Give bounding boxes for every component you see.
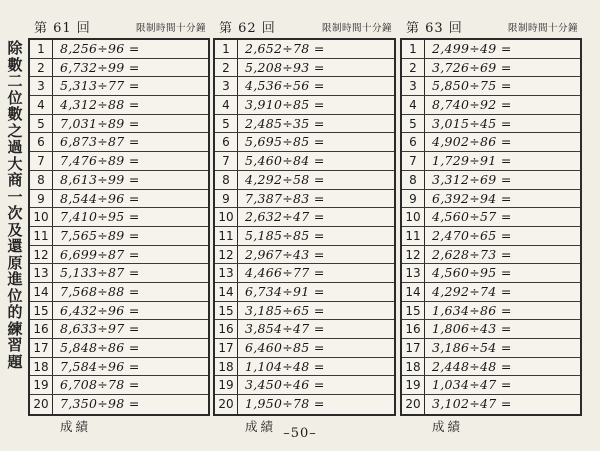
row-number: 18: [215, 358, 238, 376]
division-problem: 7,410÷95 =: [60, 209, 140, 225]
division-problem: 5,208÷93 =: [245, 59, 325, 75]
division-problem: 5,460÷84 =: [245, 153, 325, 169]
division-problem: 3,186÷54 =: [432, 340, 512, 355]
table-row: [30, 264, 208, 283]
caption-char: 及: [7, 220, 23, 239]
row-number: 9: [215, 190, 238, 208]
division-problem: 2,628÷73 =: [432, 246, 512, 262]
division-problem: 4,560÷57 =: [432, 209, 512, 225]
division-problem: 6,873÷87 =: [60, 134, 140, 150]
table-row: [215, 115, 394, 134]
table-row: [402, 246, 580, 265]
table-row: [402, 40, 580, 59]
row-number: 2: [215, 59, 238, 77]
round-61-block: [28, 14, 210, 434]
table-row: [215, 339, 394, 358]
caption-char: 習: [7, 336, 23, 354]
division-problem: 1,034÷47 =: [432, 377, 512, 393]
division-problem: 4,312÷88 =: [60, 97, 140, 113]
row-number: 20: [402, 395, 425, 414]
table-row: [215, 302, 394, 321]
row-number: 5: [215, 115, 238, 133]
row-number: 1: [30, 40, 53, 58]
table-row: [215, 77, 394, 96]
division-problem: 2,448÷48 =: [432, 358, 512, 374]
table-row: [215, 358, 394, 377]
row-number: 17: [215, 339, 238, 357]
caption-char: 數: [7, 55, 23, 74]
table-row: [30, 40, 208, 59]
row-number: 10: [402, 208, 425, 226]
division-problem: 8,740÷92 =: [432, 97, 512, 113]
division-problem: 6,392÷94 =: [432, 190, 512, 206]
caption-char: 數: [7, 105, 23, 123]
division-problem: 8,613÷99 =: [60, 171, 140, 187]
row-number: 3: [402, 77, 425, 95]
table-row: [30, 358, 208, 377]
row-number: 13: [215, 264, 238, 282]
table-row: [30, 283, 208, 302]
division-problem: 3,450÷46 =: [245, 377, 325, 393]
row-number: 13: [30, 264, 53, 282]
division-problem: 4,536÷56 =: [245, 78, 325, 94]
caption-char: 位: [7, 88, 23, 107]
row-number: 4: [30, 96, 53, 114]
division-problem: 5,848÷86 =: [60, 340, 140, 355]
row-number: 14: [402, 283, 425, 301]
division-problem: 4,466÷77 =: [245, 265, 325, 281]
score-label: 成績: [432, 419, 464, 434]
row-number: 12: [215, 246, 238, 264]
time-limit: 限制時間十分鐘: [135, 23, 206, 34]
division-problem: 4,292÷58 =: [245, 171, 325, 187]
division-problem: 7,350÷98 =: [60, 396, 140, 412]
division-problem: 7,568÷88 =: [60, 283, 140, 299]
table-row: [30, 96, 208, 115]
caption-char: 位: [7, 286, 23, 305]
row-number: 6: [402, 133, 425, 151]
division-problem: 3,015÷45 =: [432, 115, 512, 131]
row-number: 3: [30, 77, 53, 95]
table-row: [402, 115, 580, 134]
division-problem: 7,476÷89 =: [60, 153, 140, 169]
table-row: [402, 152, 580, 171]
table-row: [30, 59, 208, 78]
table-row: [402, 358, 580, 377]
side-caption: [6, 40, 24, 370]
division-problem: 8,633÷97 =: [60, 321, 140, 337]
table-row: [215, 133, 394, 152]
row-number: 6: [30, 133, 53, 151]
table-row: [215, 227, 394, 246]
division-problem: 6,432÷96 =: [60, 302, 140, 318]
time-limit: 限制時間十分鐘: [321, 23, 392, 34]
division-problem: 1,634÷86 =: [432, 302, 512, 318]
row-number: 11: [215, 227, 238, 245]
row-number: 2: [30, 59, 53, 77]
row-number: 15: [30, 302, 53, 320]
division-problem: 2,967÷43 =: [245, 246, 325, 262]
row-number: 6: [215, 133, 238, 151]
table-row: [215, 190, 394, 209]
table-row: [402, 339, 580, 358]
caption-char: 練: [7, 319, 23, 338]
row-number: 14: [30, 283, 53, 301]
table-row: [215, 40, 394, 59]
caption-char: 一: [7, 187, 23, 206]
division-problem: 2,632÷47 =: [245, 209, 325, 225]
table-row: [402, 190, 580, 209]
table-row: [30, 246, 208, 265]
table-row: [402, 264, 580, 283]
division-problem: 6,699÷87 =: [60, 246, 140, 262]
row-number: 13: [402, 264, 425, 282]
table-row: [30, 77, 208, 96]
table-row: [215, 283, 394, 302]
row-number: 19: [30, 376, 53, 394]
caption-char: 過: [7, 138, 23, 156]
round-title: 第 63 回: [406, 21, 463, 36]
block-header: [28, 14, 210, 38]
row-number: 3: [215, 77, 238, 95]
division-problem: 2,499÷49 =: [432, 41, 512, 56]
page-number: –50–: [283, 426, 317, 441]
row-number: 15: [402, 302, 425, 320]
division-problem: 5,133÷87 =: [60, 265, 140, 281]
table-row: [30, 395, 208, 414]
table-row: [402, 376, 580, 395]
row-number: 7: [30, 152, 53, 170]
row-number: 18: [402, 358, 425, 376]
table-row: [215, 264, 394, 283]
division-problem: 7,584÷96 =: [60, 358, 140, 374]
time-limit: 限制時間十分鐘: [507, 23, 578, 34]
table-row: [402, 59, 580, 78]
table-row: [30, 133, 208, 152]
table-row: [402, 171, 580, 190]
division-problem: 6,732÷99 =: [60, 59, 140, 75]
division-problem: 8,544÷96 =: [60, 190, 140, 206]
row-number: 19: [215, 376, 238, 394]
division-problem: 2,485÷35 =: [245, 115, 325, 131]
division-problem: 3,726÷69 =: [432, 59, 512, 75]
division-problem: 2,652÷78 =: [245, 41, 325, 56]
row-number: 10: [215, 208, 238, 226]
division-problem: 4,902÷86 =: [432, 134, 512, 150]
round-63-block: [400, 14, 582, 434]
table-row: [215, 395, 394, 414]
caption-char: 還: [7, 237, 23, 255]
caption-char: 題: [7, 352, 23, 371]
division-problem: 1,104÷48 =: [245, 358, 325, 374]
block-header: [400, 14, 582, 38]
table-row: [215, 96, 394, 115]
caption-char: 除: [7, 39, 23, 57]
row-number: 16: [215, 320, 238, 338]
table-row: [402, 395, 580, 414]
row-number: 4: [402, 96, 425, 114]
table-row: [215, 152, 394, 171]
division-problem: 3,854÷47 =: [245, 321, 325, 337]
row-number: 19: [402, 376, 425, 394]
row-number: 7: [215, 152, 238, 170]
division-problem: 5,185÷85 =: [245, 227, 325, 243]
block-header: [213, 14, 396, 38]
round-title: 第 61 回: [34, 21, 91, 36]
division-problem: 5,695÷85 =: [245, 134, 325, 150]
table-row: [30, 208, 208, 227]
table-row: [215, 376, 394, 395]
caption-char: 大: [7, 154, 23, 173]
row-number: 14: [215, 283, 238, 301]
table-row: [30, 227, 208, 246]
division-problem: 2,470÷65 =: [432, 227, 512, 243]
table-row: [402, 77, 580, 96]
problem-table: [400, 38, 582, 416]
table-row: [402, 283, 580, 302]
table-row: [30, 320, 208, 339]
division-problem: 8,256÷96 =: [60, 41, 140, 56]
round-62-block: [213, 14, 396, 434]
score-label: 成績: [60, 419, 92, 434]
row-number: 5: [30, 115, 53, 133]
division-problem: 5,850÷75 =: [432, 78, 512, 94]
row-number: 20: [215, 395, 238, 414]
row-number: 16: [402, 320, 425, 338]
table-row: [402, 320, 580, 339]
problem-table: [28, 38, 210, 416]
division-problem: 7,565÷89 =: [60, 227, 140, 243]
table-row: [30, 115, 208, 134]
division-problem: 6,734÷91 =: [245, 283, 325, 299]
table-row: [215, 246, 394, 265]
table-row: [402, 302, 580, 321]
table-row: [30, 190, 208, 209]
row-number: 7: [402, 152, 425, 170]
table-row: [402, 227, 580, 246]
table-row: [402, 96, 580, 115]
caption-char: 次: [7, 204, 23, 222]
division-problem: 1,806÷43 =: [432, 321, 512, 337]
row-number: 15: [215, 302, 238, 320]
caption-char: 原: [7, 253, 23, 272]
row-number: 8: [215, 171, 238, 189]
table-row: [402, 133, 580, 152]
caption-char: 的: [7, 303, 23, 321]
division-problem: 3,102÷47 =: [432, 396, 512, 412]
row-number: 4: [215, 96, 238, 114]
division-problem: 7,031÷89 =: [60, 115, 140, 131]
row-number: 12: [402, 246, 425, 264]
table-row: [402, 208, 580, 227]
table-row: [30, 339, 208, 358]
table-row: [30, 376, 208, 395]
row-number: 9: [402, 190, 425, 208]
row-number: 17: [30, 339, 53, 357]
division-problem: 1,729÷91 =: [432, 153, 512, 169]
row-number: 18: [30, 358, 53, 376]
row-number: 2: [402, 59, 425, 77]
row-number: 17: [402, 339, 425, 357]
row-number: 5: [402, 115, 425, 133]
caption-char: 進: [7, 270, 23, 288]
caption-char: 二: [7, 72, 23, 90]
division-problem: 3,910÷85 =: [245, 97, 325, 113]
table-row: [30, 171, 208, 190]
round-title: 第 62 回: [219, 21, 276, 36]
row-number: 8: [30, 171, 53, 189]
division-problem: 4,560÷95 =: [432, 265, 512, 281]
row-number: 1: [215, 40, 238, 58]
division-problem: 6,460÷85 =: [245, 340, 325, 355]
division-problem: 1,950÷78 =: [245, 396, 325, 412]
problem-table: [213, 38, 396, 416]
division-problem: 4,292÷74 =: [432, 283, 512, 299]
score-label: 成績: [245, 419, 277, 434]
row-number: 9: [30, 190, 53, 208]
row-number: 20: [30, 395, 53, 414]
row-number: 11: [402, 227, 425, 245]
table-row: [30, 152, 208, 171]
division-problem: 6,708÷78 =: [60, 377, 140, 393]
table-row: [30, 302, 208, 321]
caption-char: 之: [7, 121, 23, 140]
table-row: [215, 59, 394, 78]
row-number: 12: [30, 246, 53, 264]
division-problem: 3,185÷65 =: [245, 302, 325, 318]
division-problem: 5,313÷77 =: [60, 78, 140, 94]
caption-char: 商: [7, 171, 23, 189]
row-number: 10: [30, 208, 53, 226]
row-number: 8: [402, 171, 425, 189]
table-row: [215, 320, 394, 339]
division-problem: 7,387÷83 =: [245, 190, 325, 206]
division-problem: 3,312÷69 =: [432, 171, 512, 187]
table-row: [215, 208, 394, 227]
row-number: 1: [402, 40, 425, 58]
row-number: 16: [30, 320, 53, 338]
table-row: [215, 171, 394, 190]
row-number: 11: [30, 227, 53, 245]
